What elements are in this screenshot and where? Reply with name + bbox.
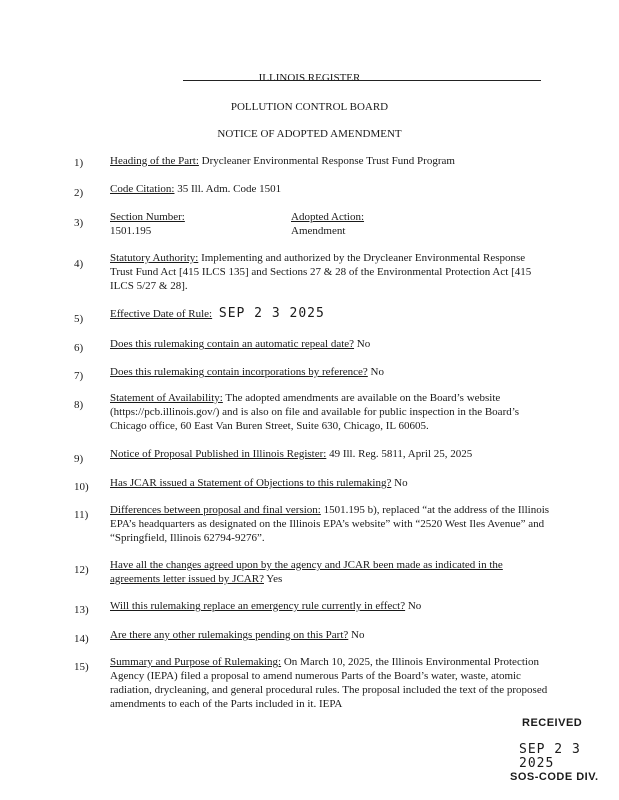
item-text: 35 Ill. Adm. Code 1501 <box>174 183 282 195</box>
item-number: 12) <box>74 564 89 576</box>
item-text: Yes <box>263 573 283 585</box>
item-number: 8) <box>74 399 84 411</box>
item-text: No <box>348 629 365 641</box>
item-jcar-objections <box>110 476 550 490</box>
item-effective-date <box>110 307 550 321</box>
item-number: 9) <box>74 453 84 465</box>
item-statutory-authority <box>110 251 550 293</box>
item-emergency-rule <box>110 599 550 613</box>
item-text: 1501.195 b), replaced “at the address of the Illinois EPA’s headquarters as designated on the Illinois EPA’s website” with “2520 West Iles Avenue” and “Springfield, Illinois 62794-9276”. <box>110 504 550 544</box>
item-text: Implementing and authorized by the Drycleaner Environmental Response Trust Fund Act [415 ILCS 135] and Sections 27 & 28 of the Environmental Protection Act [415 ILCS 5/27 & 28]. <box>110 252 532 292</box>
item-label: Differences between proposal and final version: <box>110 504 321 516</box>
item-heading-of-part <box>110 154 550 168</box>
header-rule <box>183 80 541 81</box>
item-label: Heading of the Part: <box>110 155 199 167</box>
received-stamp-date: SEP 2 3 2025 <box>519 742 581 771</box>
item-text: Drycleaner Environmental Response Trust Fund Program <box>198 155 455 167</box>
item-number: 10) <box>74 481 89 493</box>
item-statement-of-availability <box>110 391 550 433</box>
item-number: 15) <box>74 661 89 673</box>
item-label: Statement of Availability: <box>110 392 223 404</box>
item-number: 3) <box>74 217 84 229</box>
item-label: Has JCAR issued a Statement of Objections to this rulemaking? <box>110 477 392 489</box>
item-number: 7) <box>74 370 84 382</box>
item-label: Code Citation: <box>110 183 175 195</box>
adopted-action-label: Adopted Action: <box>291 211 365 223</box>
section-number-value: 1501.195 <box>110 225 152 237</box>
item-number: 11) <box>74 509 89 521</box>
adopted-action-value: Amendment <box>291 225 346 237</box>
received-stamp-division: SOS-CODE DIV. <box>510 771 599 783</box>
item-label: Summary and Purpose of Rulemaking: <box>110 656 282 668</box>
item-text: No <box>391 477 408 489</box>
item-automatic-repeal <box>110 337 550 351</box>
item-notice-of-proposal <box>110 447 550 461</box>
item-number: 2) <box>74 187 84 199</box>
item-incorporations <box>110 365 550 379</box>
notice-title: NOTICE OF ADOPTED AMENDMENT <box>217 128 402 140</box>
register-title: ILLINOIS REGISTER <box>258 72 361 84</box>
item-label: Does this rulemaking contain an automatic repeal date? <box>110 338 355 350</box>
item-jcar-changes <box>110 558 550 586</box>
effective-date-stamp: SEP 2 3 2025 <box>218 306 325 321</box>
item-number: 6) <box>74 342 84 354</box>
item-differences <box>110 503 550 545</box>
received-stamp: RECEIVED <box>522 717 583 729</box>
item-label: Effective Date of Rule: <box>110 308 213 320</box>
item-text: On March 10, 2025, the Illinois Environmental Protection Agency (IEPA) filed a proposal to amend numerous Parts of the Board’s water, waste, atomic radiation, drycleaning, and general procedural rules. The proposal included the text of the proposed amendments to each of the Parts included in it. IEPA <box>110 656 548 710</box>
item-label: Does this rulemaking contain incorporations by reference? <box>110 366 368 378</box>
board-title: POLLUTION CONTROL BOARD <box>230 101 389 113</box>
item-text: No <box>367 366 384 378</box>
section-number-label: Section Number: <box>110 211 185 223</box>
item-summary-and-purpose <box>110 655 550 711</box>
item-text: 49 Ill. Reg. 5811, April 25, 2025 <box>326 448 473 460</box>
item-number: 14) <box>74 633 89 645</box>
item-label: Are there any other rulemakings pending on this Part? <box>110 629 349 641</box>
item-label: Will this rulemaking replace an emergency rule currently in effect? <box>110 600 406 612</box>
item-number: 13) <box>74 604 89 616</box>
item-label: Statutory Authority: <box>110 252 199 264</box>
item-number: 1) <box>74 157 84 169</box>
item-text: No <box>354 338 371 350</box>
item-label: Have all the changes agreed upon by the agency and JCAR been made as indicated in the agreements letter issued by JCAR? <box>110 559 503 585</box>
item-other-rulemakings <box>110 628 550 642</box>
item-code-citation <box>110 182 550 196</box>
item-label: Notice of Proposal Published in Illinois Register: <box>110 448 327 460</box>
item-number: 5) <box>74 313 84 325</box>
item-text: No <box>405 600 422 612</box>
item-number: 4) <box>74 258 84 270</box>
item-text: The adopted amendments are available on the Board’s website (https://pcb.illinois.gov/) and is also on file and available for public inspection in the Board’s Chicago office, 60 East Van Buren Street, Suite 630, Chicago, IL 60605. <box>110 392 520 432</box>
